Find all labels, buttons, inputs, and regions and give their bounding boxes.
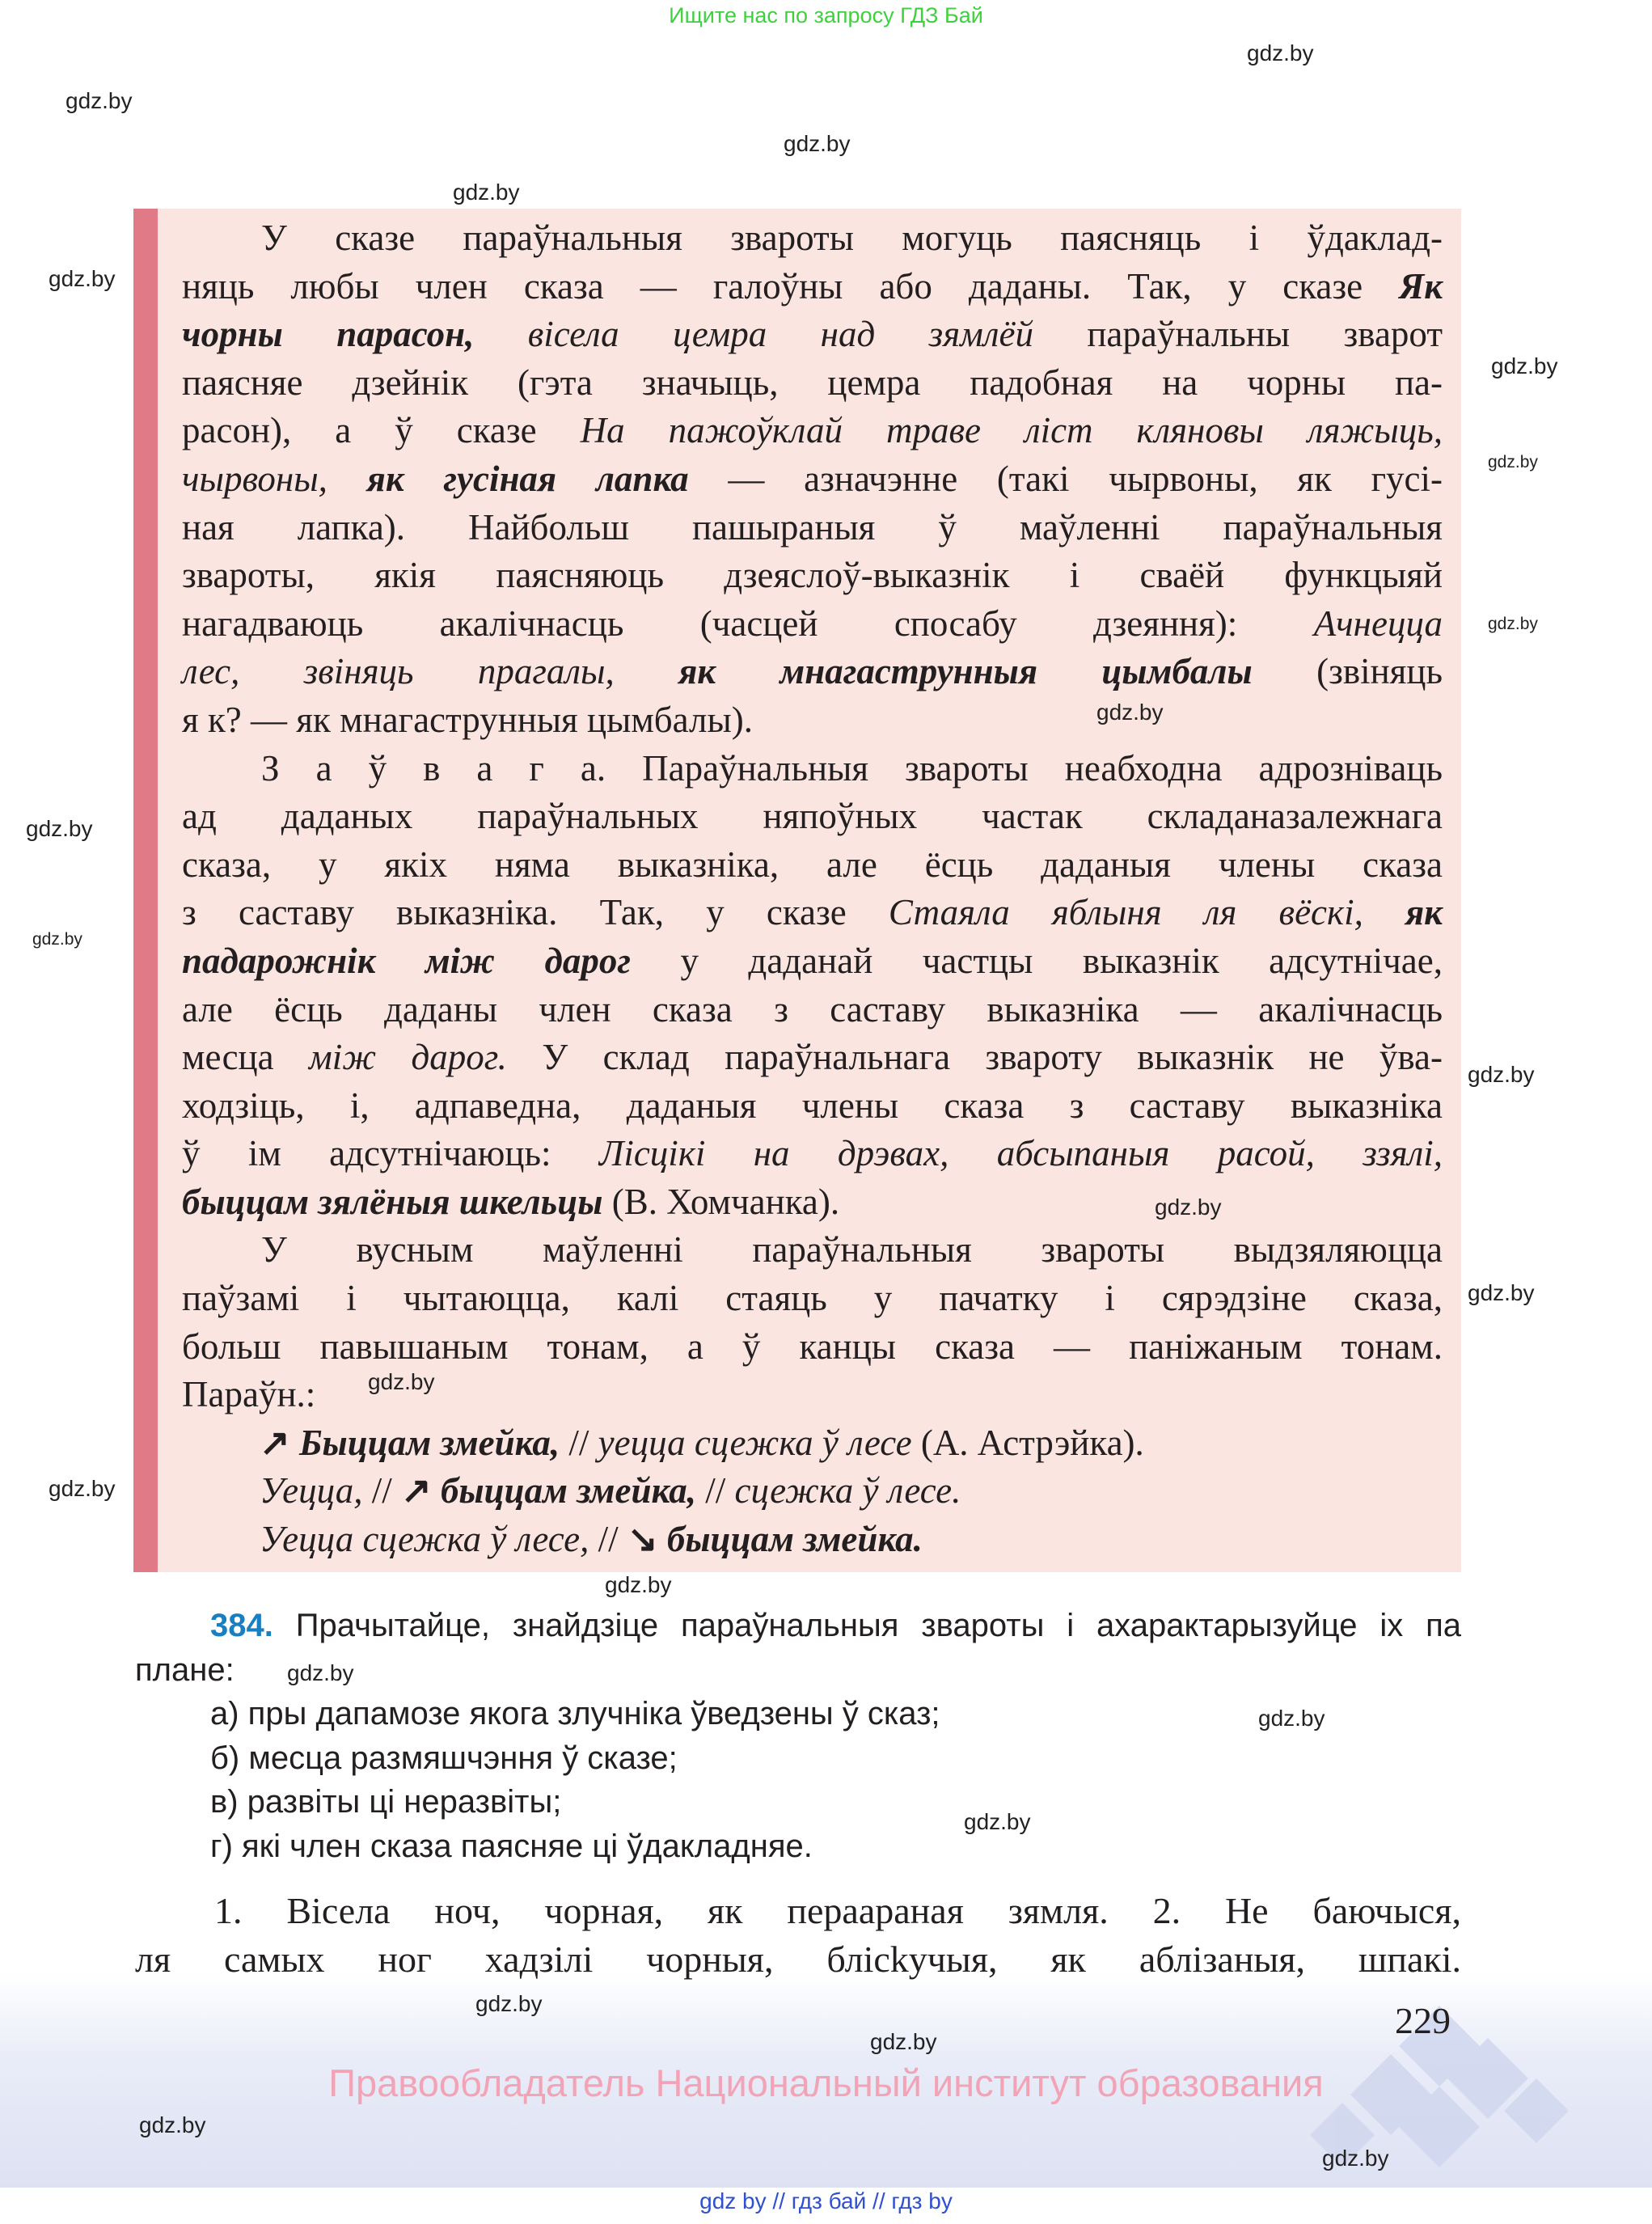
text-segment: лес, звіняць прагалы, xyxy=(182,651,679,692)
text-segment: У сказе параўнальныя звароты могуць паясняць і ўдаклад- xyxy=(261,218,1443,258)
search-hint: Ищите нас по запросу ГДЗ Бай xyxy=(669,3,983,27)
text-segment: Як xyxy=(1399,265,1443,307)
text-segment: // xyxy=(589,1519,627,1560)
exercise-item: в) развіты ці неразвіты; xyxy=(210,1784,562,1820)
text-line xyxy=(182,1034,1443,1082)
text-segment: уецца сцежка ў лесе xyxy=(598,1422,912,1463)
intonation-arrow-icon: ↗ xyxy=(400,1470,441,1512)
text-segment: з саставу выказніка. Так, у сказе xyxy=(182,892,889,933)
bottom-links[interactable]: gdz by // гдз бай // гдз by xyxy=(699,2188,953,2213)
exercise-text-line: 1. Вісела ноч, чорная, як пераараная зямля. 2. Не баючыся, xyxy=(214,1890,1461,1931)
text-line xyxy=(182,648,1443,696)
watermark: gdz.by xyxy=(453,180,520,205)
text-segment: але ёсць даданы член сказа з саставу выказніка — акалічнасць xyxy=(182,988,1443,1030)
watermark: gdz.by xyxy=(964,1809,1031,1834)
text-segment: расон), а ў сказе xyxy=(182,410,581,451)
exercise-item: б) месца размяшчэння ў сказе; xyxy=(210,1740,678,1776)
text-line xyxy=(182,841,1443,890)
intonation-arrow-icon: ↗ xyxy=(260,1422,299,1463)
text-segment: вісела цемра над зямлёй xyxy=(474,314,1033,355)
text-segment: паўзамі і чытаюцца, калі стаяць у пачатку і сярэдзіне сказа, xyxy=(182,1278,1443,1319)
text-line xyxy=(182,311,1443,359)
text-segment: нагадваюць акалічнасць (часцей спосабу дзеяння): xyxy=(182,603,1314,644)
exercise-item: а) пры дапамозе якога злучніка ўведзены ў сказ; xyxy=(210,1696,940,1731)
text-segment: няць любы член сказа — галоўны або даданы. Так, у сказе xyxy=(182,265,1400,307)
text-segment: У склад параўнальнага звароту выказнік не ўва- xyxy=(506,1037,1443,1078)
watermark: gdz.by xyxy=(870,2029,937,2054)
text-line xyxy=(182,1082,1443,1131)
text-line xyxy=(182,1226,1443,1275)
text-line xyxy=(182,1130,1443,1178)
text-segment: я к? — як мнагаструнныя цымбалы). xyxy=(182,699,753,740)
watermark: gdz.by xyxy=(1491,353,1558,378)
text-line xyxy=(182,793,1443,841)
text-segment: ў ім адсутнічаюць: xyxy=(182,1133,599,1174)
exercise-text xyxy=(135,1887,1461,1984)
text-segment: Ачнецца xyxy=(1313,603,1443,644)
watermark: gdz.by xyxy=(475,1991,543,2016)
text-line xyxy=(182,1516,1443,1564)
text-segment: ходзіць, і, адпаведна, даданыя члены сказа з саставу выказніка xyxy=(182,1085,1443,1126)
watermark: gdz.by xyxy=(49,1476,116,1501)
text-line xyxy=(182,1467,1443,1516)
text-segment: // xyxy=(362,1470,401,1512)
rule-stripe xyxy=(133,209,158,1572)
text-segment: Лісцікі на дрэвах, абсыпаныя расой, ззялі, xyxy=(598,1133,1443,1174)
exercise-number: 384. xyxy=(210,1608,273,1643)
watermark: gdz.by xyxy=(1247,40,1314,66)
intonation-arrow-icon: ↘ xyxy=(627,1519,667,1560)
rule-text xyxy=(182,214,1443,1564)
text-segment: Параўн.: xyxy=(182,1374,316,1415)
watermark: gdz.by xyxy=(784,131,851,156)
text-line xyxy=(182,1419,1443,1468)
watermark: gdz.by xyxy=(1468,1062,1535,1087)
watermark: gdz.by xyxy=(1258,1706,1325,1731)
text-segment: быццам зялёныя шкельцы xyxy=(182,1181,603,1222)
text-segment: чырвоны, xyxy=(182,458,367,499)
text-line xyxy=(182,600,1443,649)
watermark: gdz.by xyxy=(605,1572,672,1597)
watermark: gdz.by xyxy=(1096,700,1164,725)
text-line xyxy=(182,1275,1443,1323)
exercise-item: г) які член сказа паясняе ці ўдакладняе. xyxy=(210,1828,813,1864)
exercise-instruction-cont: плане: xyxy=(135,1651,234,1688)
copyright-notice: Правообладатель Национальный институт образования xyxy=(328,2061,1324,2104)
text-segment: Стаяла яблыня ля вёскі, xyxy=(888,892,1405,933)
text-segment: месца xyxy=(182,1037,309,1078)
text-line xyxy=(182,455,1443,504)
text-segment: звароты, якія паясняюць дзеяслоў-выказнік і сваёй функцыяй xyxy=(182,555,1443,596)
text-segment: Уецца, xyxy=(260,1470,363,1512)
text-line xyxy=(182,504,1443,552)
text-segment: быццам змейка, xyxy=(440,1470,696,1512)
text-line xyxy=(182,745,1443,793)
watermark: gdz.by xyxy=(1468,1280,1535,1305)
text-segment: падарожнік між дарог xyxy=(182,940,631,981)
text-segment: між дарог. xyxy=(308,1037,507,1078)
watermark: gdz.by xyxy=(49,266,116,291)
text-segment: паясняе дзейнік (гэта значыць, цемра падобная на чорны па- xyxy=(182,362,1443,403)
watermark: gdz.by xyxy=(32,930,82,949)
text-segment: У вусным маўленні параўнальныя звароты выдзяляюцца xyxy=(261,1229,1443,1271)
exercise-text-line: ля самых ног хадзілі чорныя, блісkучыя, як аблізаныя, шпакі. xyxy=(135,1939,1461,1980)
page-number: 229 xyxy=(1395,2000,1451,2041)
text-segment: ад даданых параўнальных няпоўных частак складаназалежнага xyxy=(182,796,1443,837)
text-segment: Быццам змейка, xyxy=(298,1422,560,1463)
text-line xyxy=(182,889,1443,937)
text-line xyxy=(182,1178,1443,1227)
text-line xyxy=(182,214,1443,263)
text-segment: // xyxy=(560,1422,598,1463)
exercise-instruction-text: Прачытайце, знайдзіце параўнальныя звароты і ахарактарызуйце іх па xyxy=(273,1608,1461,1643)
watermark: gdz.by xyxy=(139,2112,206,2137)
text-line xyxy=(182,407,1443,455)
text-segment: ная лапка). Найбольш пашыраныя ў маўленні параўнальныя xyxy=(182,506,1443,548)
text-segment: як гусіная лапка xyxy=(366,458,689,499)
watermark: gdz.by xyxy=(1488,615,1538,633)
text-segment: (А. Астрэйка). xyxy=(911,1422,1144,1463)
text-segment: — азначэнне (такі чырвоны, як гусі- xyxy=(688,458,1443,499)
watermark: gdz.by xyxy=(1322,2146,1389,2171)
text-segment: у даданай частцы выказнік адсутнічае, xyxy=(630,940,1443,981)
text-line xyxy=(182,359,1443,408)
text-segment: // xyxy=(695,1470,735,1512)
text-segment: Уецца сцежка ў лесе, xyxy=(260,1519,589,1560)
text-segment: сцежка ў лесе. xyxy=(734,1470,961,1512)
watermark: gdz.by xyxy=(65,88,133,113)
text-line xyxy=(182,263,1443,311)
text-segment: На пажоўклай траве ліст кляновы ляжыць, xyxy=(580,410,1443,451)
watermark: gdz.by xyxy=(26,816,93,841)
text-segment: як xyxy=(1405,892,1443,933)
text-line xyxy=(182,552,1443,600)
watermark: gdz.by xyxy=(1488,453,1538,471)
exercise xyxy=(135,1604,1461,1868)
text-segment: З а ў в а г а. Параўнальныя звароты неабходна адрозніваць xyxy=(261,747,1443,789)
watermark: gdz.by xyxy=(287,1660,354,1685)
text-segment: чорны парасон, xyxy=(182,314,475,355)
exercise-instruction xyxy=(135,1604,1461,1648)
text-line xyxy=(182,937,1443,986)
watermark: gdz.by xyxy=(1155,1194,1222,1220)
text-segment: (звіняць xyxy=(1252,651,1443,692)
text-segment: параўнальны зварот xyxy=(1033,314,1443,355)
text-segment: сказа, у якіх няма выказніка, але ёсць даданыя члены сказа xyxy=(182,844,1443,885)
text-segment: быццам змейка. xyxy=(666,1519,923,1560)
watermark: gdz.by xyxy=(368,1369,435,1394)
text-segment: больш павышаным тонам, а ў канцы сказа — паніжаным тонам. xyxy=(182,1326,1443,1367)
text-segment: як мнагаструнныя цымбалы xyxy=(678,651,1253,692)
text-segment: (В. Хомчанка). xyxy=(602,1181,840,1222)
text-line xyxy=(182,986,1443,1034)
text-line xyxy=(182,1323,1443,1372)
text-line xyxy=(182,696,1443,745)
